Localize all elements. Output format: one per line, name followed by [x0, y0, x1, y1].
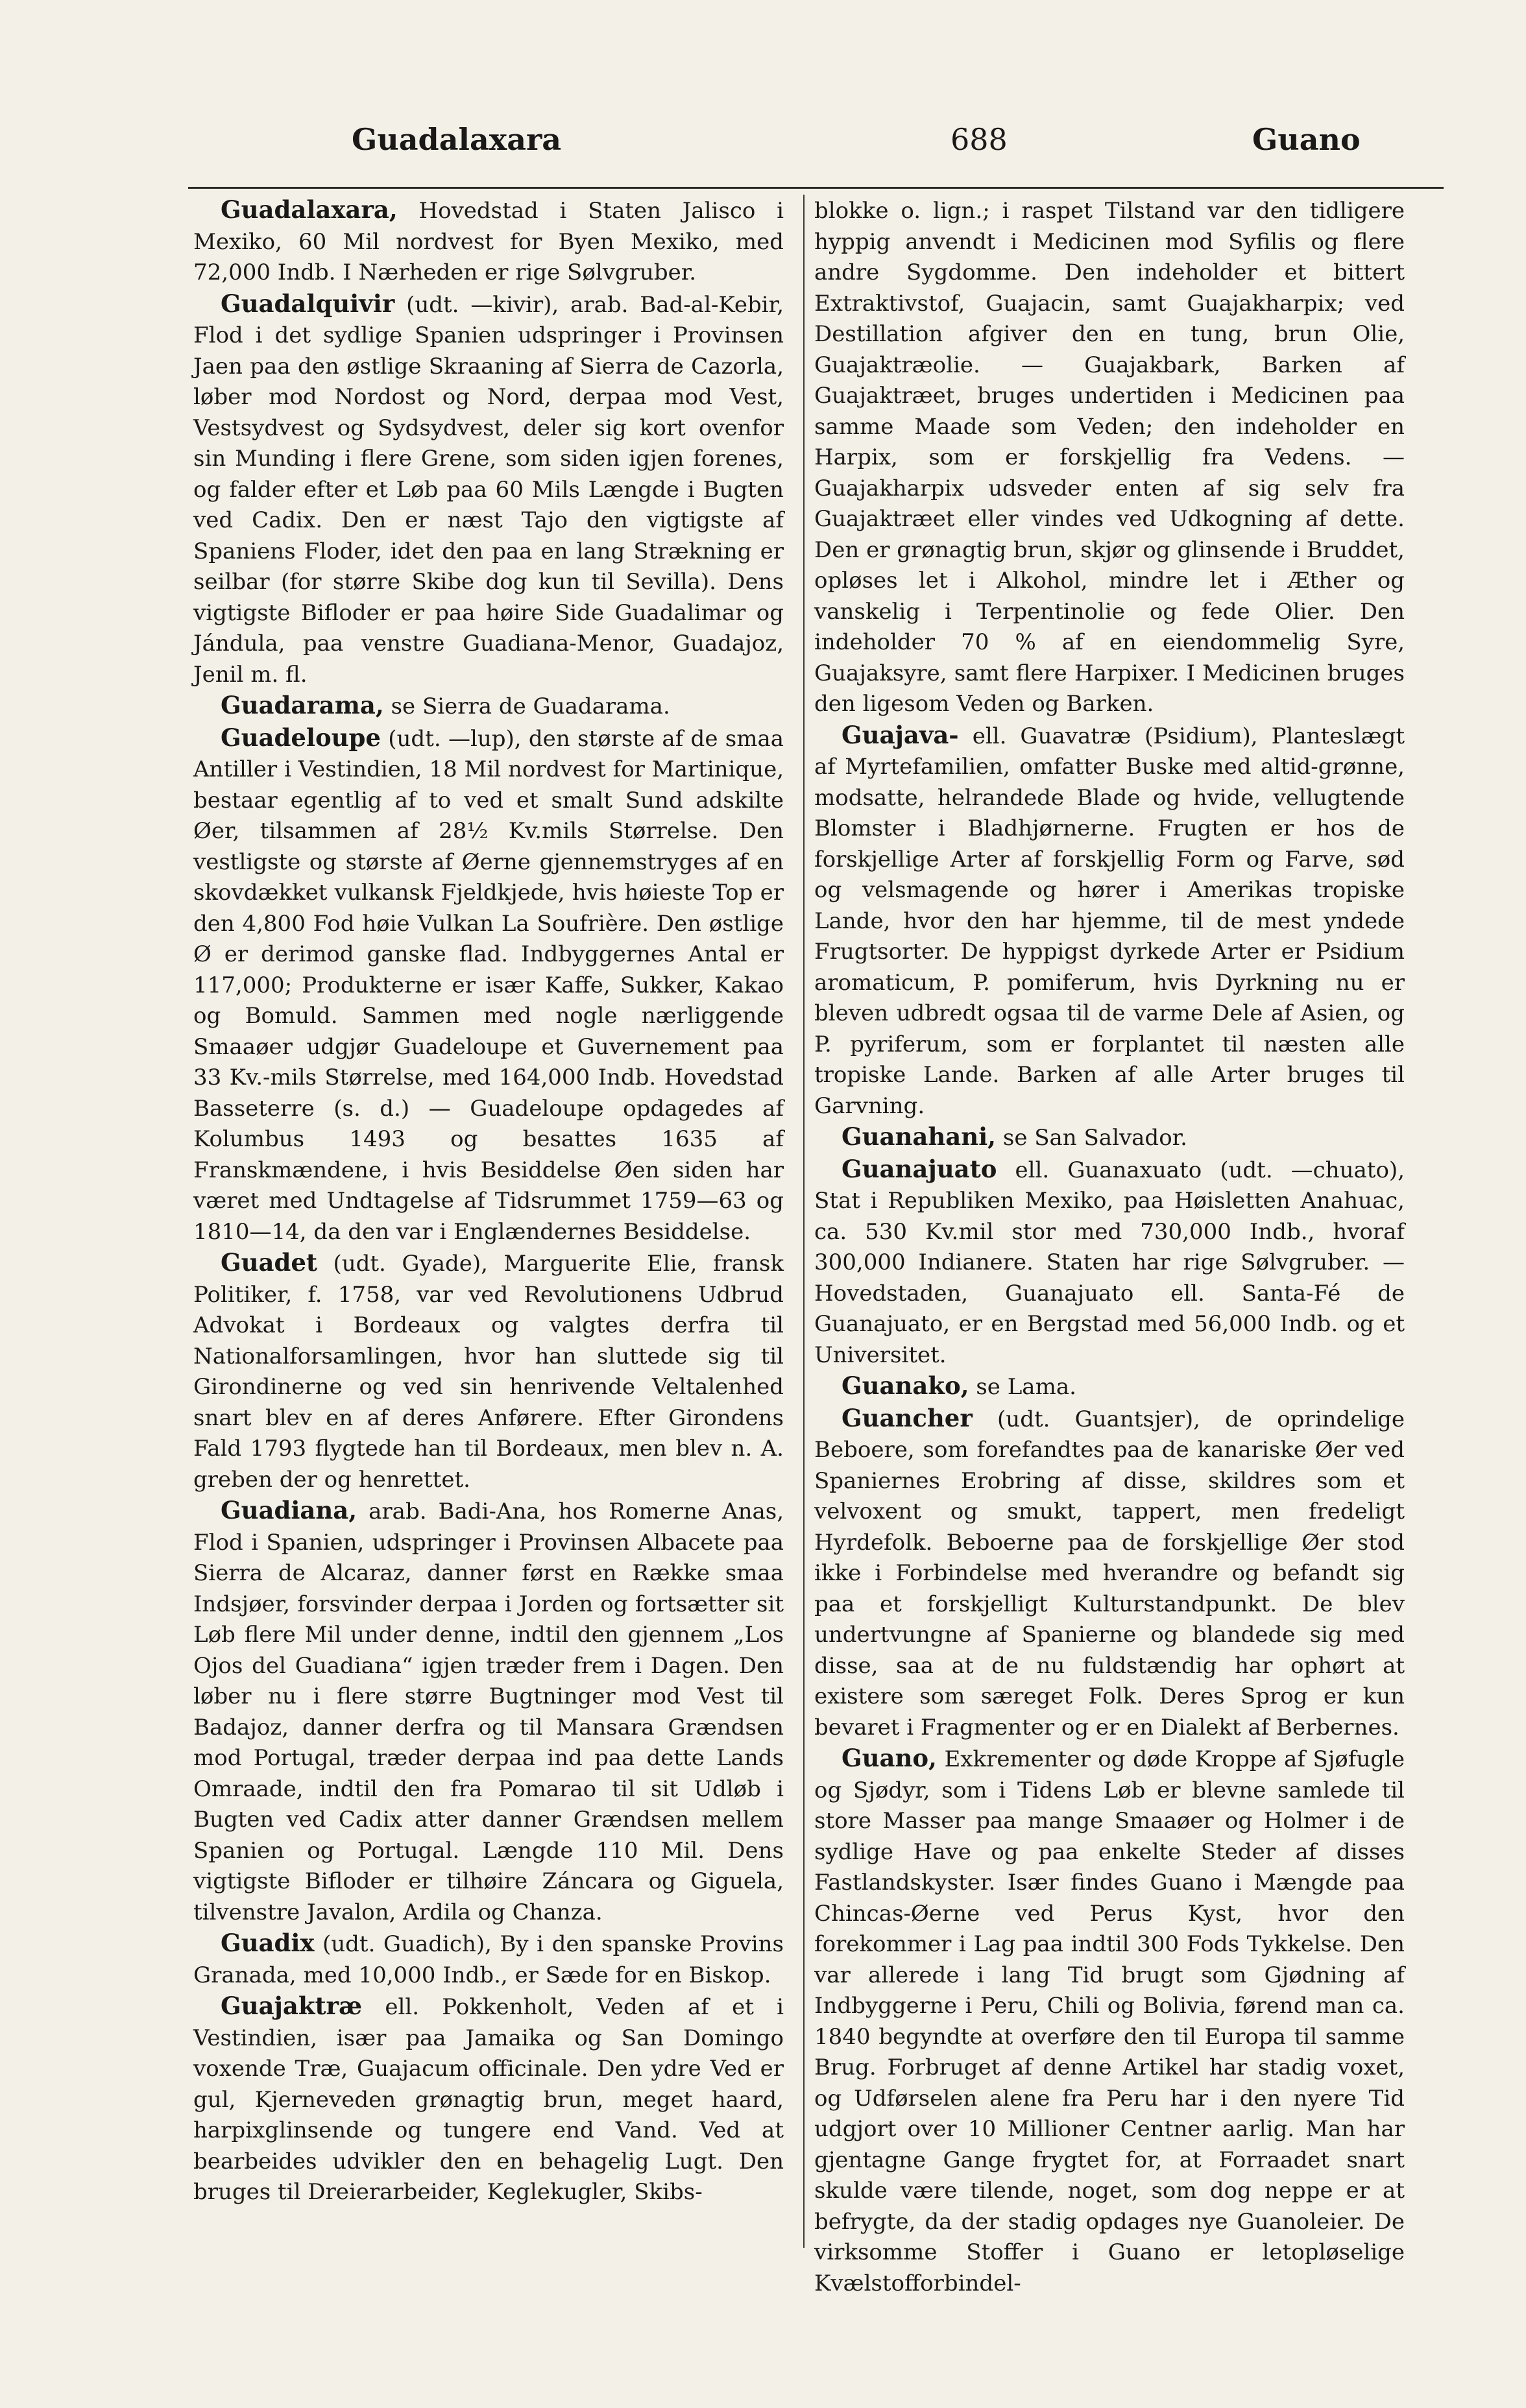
entry-guajaktrae-continued — [814, 195, 1405, 720]
entry-headword: Guadalaxara, — [221, 195, 398, 224]
entry-guano — [814, 1743, 1405, 2299]
entry-guajaktrae — [193, 1991, 784, 2208]
entry-text: Hovedstad i Staten Jalisco i Mexiko, 60 Mil nordvest for Byen Mexiko, med 72,000 Indb. I Nærheden er rige Sølvgruber. — [193, 198, 784, 285]
entry-guadix — [193, 1928, 784, 1991]
entry-headword: Guajaktræ — [221, 1992, 363, 2020]
page-number: 688 — [951, 122, 1008, 157]
entry-headword: Guajava- — [842, 720, 959, 749]
entry-headword: Guadalquivir — [221, 289, 395, 318]
entry-guanako — [814, 1371, 1405, 1403]
entry-headword: Guanako, — [842, 1371, 969, 1400]
entry-guadalquivir — [193, 289, 784, 691]
entry-guadeloupe — [193, 723, 784, 1248]
entry-text: ell. Guanaxuato (udt. —chuato), Stat i Republiken Mexiko, paa Høisletten Anahuac, ca. 530 Kv.mil stor med 730,000 Indb., hvoraf 300,000 Indianere. Staten har rige Sølvgruber. — Hovedstaden, Guanajuato ell. Santa-Fé de Guanajuato, er en Bergstad med 56,000 Indb. og et Universitet. — [814, 1157, 1405, 1368]
entry-headword: Guadix — [221, 1929, 315, 1957]
entry-headword: Guancher — [842, 1403, 973, 1432]
entry-headword: Guadet — [221, 1248, 317, 1277]
entry-guancher — [814, 1403, 1405, 1744]
entry-text: ell. Pokkenholt, Veden af et i Vestindien, især paa Jamaika og San Domingo voxende Træ, Guajacum officinale. Den ydre Ved er gul, Kjerneveden grønagtig brun, meget haard, harpixglinsende og tungere end Vand. Ved at bearbeides udvikler den en behagelig Lugt. Den bruges til Dreierarbeider, Keglekugler, Skibs- — [193, 1994, 784, 2205]
entry-headword: Guanajuato — [842, 1154, 997, 1183]
entry-guadalaxara — [193, 195, 784, 289]
right-column — [814, 195, 1405, 2299]
entry-guanajuato — [814, 1154, 1405, 1371]
entry-guajava — [814, 720, 1405, 1122]
entry-headword: Guadeloupe — [221, 723, 381, 752]
entry-guadarama — [193, 690, 784, 723]
entry-text: arab. Badi-Ana, hos Romerne Anas, Flod i Spanien, udspringer i Provinsen Albacete paa Sierra de Alcaraz, danner først en Række smaa Indsjøer, forsvinder derpaa i Jorden og fortsætter sit Løb flere Mil under denne, indtil den gjennem „Los Ojos del Guadiana“ igjen træder frem i Dagen. Den løber nu i flere større Bugtninger mod Vest til Badajoz, danner derfra og til Mansara Grændsen mod Portugal, træder derpaa ind paa dette Lands Omraade, indtil den fra Pomarao til sit Udløb i Bugten ved Cadix atter danner Grændsen mellem Spanien og Portugal. Længde 110 Mil. Dens vigtigste Bifloder er tilhøire Záncara og Giguela, tilvenstre Javalon, Ardila og Chanza. — [193, 1499, 784, 1925]
entry-headword: Guanahani, — [842, 1122, 997, 1151]
entry-text: se Sierra de Guadarama. — [383, 693, 670, 719]
entry-text: (udt. —lup), den største af de smaa Antiller i Vestindien, 18 Mil nordvest for Martinique, bestaar egentlig af to ved et smalt Sund adskilte Øer, tilsammen af 28½ Kv.mils Størrelse. Den vestligste og største af Øerne gjennemstryges af en skovdækket vulkansk Fjeldkjede, hvis høieste Top er den 4,800 Fod høie Vulkan La Soufrière. Den østlige Ø er derimod ganske flad. Indbyggernes Antal er 117,000; Produkterne er især Kaffe, Sukker, Kakao og Bomuld. Sammen med nogle nærliggende Smaaøer udgjør Guadeloupe et Guvernement paa 33 Kv.-mils Størrelse, med 164,000 Indb. Hovedstad Basseterre (s. d.) — Guadeloupe opdagedes af Kolumbus 1493 og besattes 1635 af Franskmændene, i hvis Besiddelse Øen siden har været med Undtagelse af Tidsrummet 1759—63 og 1810—14, da den var i Englændernes Besiddelse. — [193, 725, 784, 1245]
entry-text: Exkrementer og døde Kroppe af Sjøfugle og Sjødyr, som i Tidens Løb er blevne samlede til store Masser paa mange Smaaøer og Holmer i de sydlige Have og paa enkelte Steder af disses Fastlandskyster. Især findes Guano i Mængde paa Chincas-Øerne ved Perus Kyst, hvor den forekommer i Lag paa indtil 300 Fods Tykkelse. Den var allerede i lang Tid brugt som Gjødning af Indbyggerne i Peru, Chili og Bolivia, førend man ca. 1840 begyndte at overføre den til Europa til samme Brug. Forbruget af denne Artikel har stadig voxet, og Udførselen alene fra Peru har i den nyere Tid udgjort over 10 Millioner Centner aarlig. Man har gjentagne Gange frygtet for, at Forraadet snart skulde være tilende, noget, som dog neppe er at befrygte, da der stadig opdages nye Guanoleier. De virksomme Stoffer i Guano er letopløselige Kvælstofforbindel- — [814, 1746, 1405, 2296]
left-column — [193, 195, 784, 2208]
entry-headword: Guano, — [842, 1744, 937, 1772]
entry-text: (udt. —kivir), arab. Bad-al-Kebir, Flod i det sydlige Spanien udspringer i Provinsen Jaen paa den østlige Skraaning af Sierra de Cazorla, løber mod Nordost og Nord, derpaa mod Vest, Vestsydvest og Sydsydvest, deler sig kort ovenfor sin Munding i flere Grene, som siden igjen forenes, og falder efter et Løb paa 60 Mils Længde i Bugten ved Cadix. Den er næst Tajo den vigtigste af Spaniens Floder, idet den paa en lang Strækning er seilbar (for større Skibe dog kun til Sevilla). Dens vigtigste Bifloder er paa høire Side Guadalimar og Jándula, paa venstre Guadiana-Menor, Guadajoz, Jenil m. fl. — [193, 291, 784, 688]
column-divider — [803, 195, 805, 2248]
entry-headword: Guadarama, — [221, 691, 384, 719]
entry-text: (udt. Guantsjer), de oprindelige Beboere, som forefandtes paa de kanariske Øer ved Spaniernes Erobring af disse, skildres som et velvoxent og smukt, tappert, men fredeligt Hyrdefolk. Beboerne paa de forskjellige Øer stod ikke i Forbindelse med hverandre og befandt sig paa et forskjelligt Kulturstandpunkt. De blev undertvungne af Spanierne og blandede sig med disse, saa at de nu fuldstændig har ophørt at existere som særeget Folk. Deres Sprog er kun bevaret i Fragmenter og er en Dialekt af Berbernes. — [814, 1406, 1405, 1740]
entry-headword: Guadiana, — [221, 1496, 357, 1524]
left-running-headword: Guadalaxara — [352, 122, 562, 157]
entry-guadiana — [193, 1495, 784, 1928]
entry-text: se San Salvador. — [996, 1125, 1187, 1151]
header-rule — [188, 187, 1444, 189]
right-running-headword: Guano — [1252, 122, 1361, 157]
entry-text: ell. Guavatræ (Psidium), Planteslægt af Myrtefamilien, omfatter Buske med altid-grønne, modsatte, helrandede Blade og hvide, vellugtende Blomster i Bladhjørnerne. Frugten er hos de forskjellige Arter af forskjellig Form og Farve, sød og velsmagende og hører i Amerikas tropiske Lande, hvor den har hjemme, til de mest yndede Frugtsorter. De hyppigst dyrkede Arter er Psidium aromaticum, P. pomiferum, hvis Dyrkning nu er bleven udbredt ogsaa til de varme Dele af Asien, og P. pyriferum, som er forplantet til næsten alle tropiske Lande. Barken af alle Arter bruges til Garvning. — [814, 723, 1405, 1119]
entry-text: (udt. Guadich), By i den spanske Provins Granada, med 10,000 Indb., er Sæde for en Biskop. — [193, 1931, 784, 1988]
entry-text: se Lama. — [969, 1374, 1076, 1400]
entry-text: (udt. Gyade), Marguerite Elie, fransk Politiker, f. 1758, var ved Revolutionens Udbrud Advokat i Bordeaux og valgtes derfra til Nationalforsamlingen, hvor han sluttede sig til Girondinerne og ved sin henrivende Veltalenhed snart blev en af deres Anførere. Efter Girondens Fald 1793 flygtede han til Bordeaux, men blev n. A. greben der og henrettet. — [193, 1251, 784, 1493]
running-header — [182, 122, 1447, 167]
entry-guadet — [193, 1247, 784, 1495]
entry-guanahani — [814, 1122, 1405, 1154]
entry-text: blokke o. lign.; i raspet Tilstand var den tidligere hyppig anvendt i Medicinen mod Syfilis og flere andre Sygdomme. Den indeholder et bittert Extraktivstof, Guajacin, samt Guajakharpix; ved Destillation afgiver den en tung, brun Olie, Guajaktræolie. — Guajakbark, Barken af Guajaktræet, bruges undertiden i Medicinen paa samme Maade som Veden; den indeholder en Harpix, som er forskjellig fra Vedens. — Guajakharpix udsveder enten af sig selv fra Guajaktræet eller vindes ved Udkogning af dette. Den er grønagtig brun, skjør og glinsende i Bruddet, opløses let i Alkohol, mindre let i Æther og vanskelig i Terpentinolie og fede Olier. Den indeholder 70 % af en eiendommelig Syre, Guajaksyre, samt flere Harpixer. I Medicinen bruges den ligesom Veden og Barken. — [814, 198, 1405, 717]
